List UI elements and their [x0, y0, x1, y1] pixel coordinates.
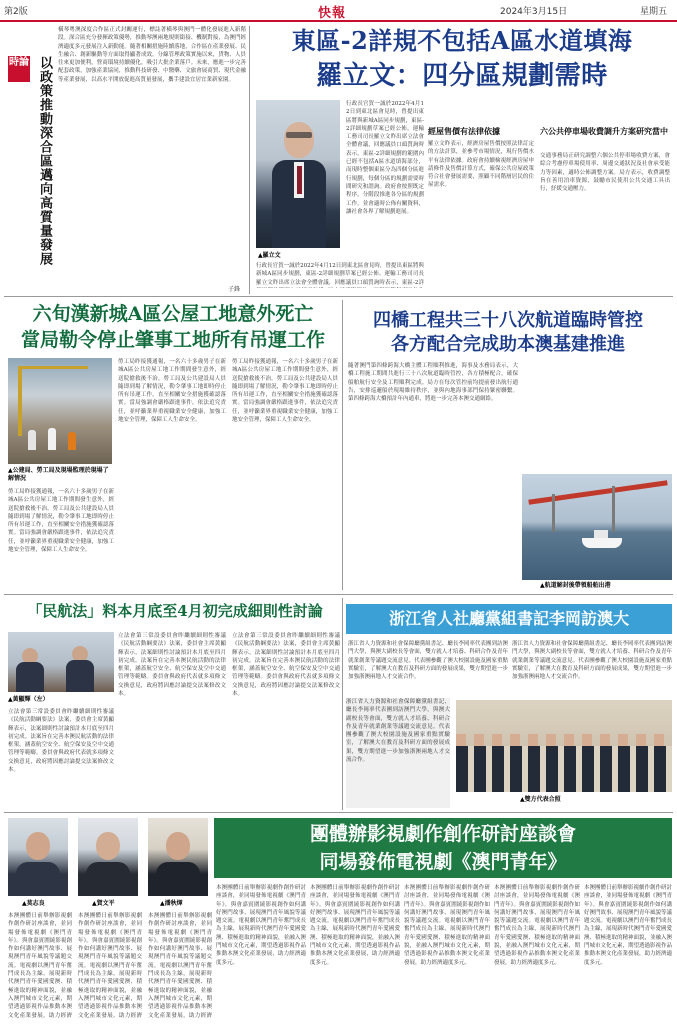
navigation-headline-1: 四橋工程共三十八次航道臨時管控: [373, 310, 643, 331]
law-body-col0: 立法會第三常設委員會昨繼續細則性審議《民航活動綱要法》法案，委員會主席黃顯輝表示，法案細則性討論預計本月底至四月初完成。法案旨在完善本澳民航活動的法律框架，涵蓋航空安全、航空保安及空中交通管理等範疇。委員會與政府代表就多項條文交換意見，政府將因應討論提交法案修改文本。: [8, 709, 114, 774]
portrait-suit: [86, 862, 130, 896]
law-photo: [8, 632, 114, 692]
portrait-face: [166, 832, 190, 860]
navigation-headline-2: 各方配合完成助本澳基建推進: [391, 334, 625, 355]
bridge-span: [528, 480, 667, 504]
zhejiang-body-top: 浙江省人力資源和社會保障廳黨組書記、廳長李岡率代表團到訪澳門大學，與澳大副校長等會面，雙方就人才培養、科研合作及青年就業創業等議題交流意見。代表團參觀了澳大校園設施及國家重點實驗室，了解澳大在教育及科研方面的發展成果，雙方期望進一步加強浙澳兩地人才交流合作。: [348, 641, 508, 681]
film-caption-1: ▲莫志良: [22, 900, 45, 907]
issue-date: 2024年3月15日: [500, 7, 568, 17]
lead-headline-1: 東區-2詳規不包括A區水道填海: [291, 26, 633, 55]
weekday: 星期五: [640, 7, 668, 17]
law-body-col1: 立法會第三常設委員會昨繼續細則性審議《民航活動綱要法》法案，委員會主席黃顯輝表示，法案細則性討論預計本月底至四月初完成。法案旨在完善本澳民航活動的法律框架，涵蓋航空安全、航空保安及空中交通管理等範疇。委員會與政府代表就多項條文交換意見，政府將因應討論提交法案修改文本。: [118, 633, 226, 698]
navigation-photo-caption: ▲航道解封後帶領船舶出港: [540, 582, 611, 589]
film-headline-1: 團體辦影視劇作創作研討座談會: [309, 823, 576, 845]
section-divider: [4, 812, 673, 813]
film-photo-1: [8, 818, 68, 896]
accident-photo: [8, 358, 112, 464]
film-photo-2: [78, 818, 138, 896]
portrait-tie: [297, 166, 302, 194]
portrait-suit: [156, 862, 200, 896]
film-body-col5: 本澳團體日前舉辦影視劇作創作研討座談會，並同場發佈電視劇《澳門青年》。與會嘉賓圍繞影視創作如何講好澳門故事、展現澳門青年風貌等議題交流。電視劇以澳門青年奮鬥成長為主線，展現新時代澳門青年愛國愛澳、積極進取的精神面貌，並融入澳門城市文化元素，期望透過影視作品推動本澳文化產業發展，助力經濟適度多元。: [310, 885, 400, 966]
navigation-body: 隨著澳門第四條跨海大橋主體工程順利推進，海事及水務局表示，大橋工程施工期間共進行三十八次航道臨時管控，各方積極配合，確保船舶航行安全及工程順利完成。局方在每次管控前均提前發出航行通告，安排巡邏船於現場維持秩序，並與內地海事部門保持緊密聯繫。第四條跨海大橋預計年內通車，將進一步完善本澳交通網絡。: [348, 363, 518, 403]
masthead: 快報: [318, 6, 347, 21]
zhejiang-photo-caption: ▲雙方代表合照: [520, 796, 561, 803]
commentary-tag: 時論: [8, 56, 30, 82]
ship-hull: [582, 538, 622, 548]
bridge-pier: [612, 486, 615, 532]
lead-body-top: 行政長官賀一誠於2022年4月12日到東北區會見時，曾提出東區將與新城A區同步規劃，東區-2詳細規劃草案已經公佈。運輸工務司司長羅立文昨出席立法會全體會議，回應議員口頭質詢時表示，東區-2詳細規劃的範圍內已經不包括A區水道填海部分，而現時整個東區分為四個分區進行規劃，每個分區的規劃需要時間研究和諮詢。政府會按照既定程序，分階段推進各分區的規劃工作，並會適時公佈有關資料，讓社會各界了解規劃進展。: [346, 101, 424, 215]
column-divider: [342, 598, 343, 810]
column-divider: [249, 26, 250, 294]
page-number: 第2版: [4, 7, 28, 17]
column-divider: [342, 300, 343, 590]
zhejiang-headline-band: [346, 604, 672, 634]
zhejiang-photo: [456, 700, 672, 792]
group-figures: [456, 746, 672, 792]
law-photo-caption: ▲黃顯輝（左）: [8, 696, 49, 703]
accident-body-col0: 勞工局昨接獲通報，一名六十多歲男子在新城A區公共房屋工地工作期間發生意外，經送院搶救後不治。勞工局及公共建設局人員隨即到場了解情況，勒令肇事工地即時停止所有吊運工作，直至相關安全措施獲確認落實。當局強調會嚴格跟進事件，依法追究責任，並呼籲業界重視職業安全健康，加強工地安全管理，保障工人生命安全。: [8, 489, 114, 554]
section-divider: [4, 594, 673, 595]
law-body-col2: 立法會第三常設委員會昨繼續細則性審議《民航活動綱要法》法案，委員會主席黃顯輝表示，法案細則性討論預計本月底至四月初完成。法案旨在完善本澳民航活動的法律框架，涵蓋航空安全、航空保安及空中交通管理等範疇。委員會與政府代表就多項條文交換意見，政府將因應討論提交法案修改文本。: [232, 633, 340, 698]
portrait-face: [26, 832, 50, 860]
lead-col2-body: 羅立文昨表示，經濟房屋售價按照法律訂定的方法計算，並參考市場情況，現行售價水平有法律依據。政府會持續檢視經濟房屋申請條件及售價計算方式，確保公共房屋政策符合社會發展需要，照顧不同階層居民的住屋需求。: [428, 141, 534, 189]
film-body-col7: 本澳團體日前舉辦影視劇作創作研討座談會，並同場發佈電視劇《澳門青年》。與會嘉賓圍繞影視創作如何講好澳門故事、展現澳門青年風貌等議題交流。電視劇以澳門青年奮鬥成長為主線，展現新時代澳門青年愛國愛澳、積極進取的精神面貌，並融入澳門城市文化元素，期望透過影視作品推動本澳文化產業發展，助力經濟適度多元。: [494, 885, 580, 966]
portrait-face: [284, 122, 314, 158]
accident-headline-2: 當局勒令停止肇事工地所有吊運工作: [20, 329, 325, 351]
group-faces: [456, 734, 672, 746]
crane-mast: [18, 366, 22, 436]
person-body: [66, 660, 94, 692]
portrait-glasses: [286, 132, 312, 138]
section-divider: [4, 296, 673, 297]
film-caption-3: ▲潘秋煇: [160, 900, 183, 907]
portrait-suit: [16, 862, 60, 896]
accident-body-col2: 勞工局昨接獲通報，一名六十多歲男子在新城A區公共房屋工地工作期間發生意外，經送院搶救後不治。勞工局及公共建設局人員隨即到場了解情況，勒令肇事工地即時停止所有吊運工作，直至相關安全措施獲確認落實。當局強調會嚴格跟進事件，依法追究責任，並呼籲業界重視職業安全健康，加強工地安全管理，保障工人生命安全。: [232, 359, 338, 424]
commentary-author: 子鋒: [228, 286, 241, 293]
page-header: [0, 0, 677, 22]
lead-photo: [256, 100, 340, 248]
worker-figure: [68, 432, 76, 450]
accident-photo-caption: ▲公建局、勞工局及現場監理於現場了解情況: [8, 467, 109, 482]
accident-body-col1: 勞工局昨接獲通報，一名六十多歲男子在新城A區公共房屋工地工作期間發生意外，經送院搶救後不治。勞工局及公共建設局人員隨即到場了解情況，勒令肇事工地即時停止所有吊運工作，直至相關安全措施獲確認落實。當局強調會嚴格跟進事件，依法追究責任，並呼籲業界重視職業安全健康，加強工地安全管理，保障工人生命安全。: [118, 359, 226, 424]
zhejiang-body-bottom: 浙江省人力資源和社會保障廳黨組書記、廳長李岡率代表團到訪澳門大學，與澳大副校長等會面，雙方就人才培養、科研合作及青年就業創業等議題交流意見。代表團參觀了澳大校園設施及國家重點實驗室，了解澳大在教育及科研方面的發展成果，雙方期望進一步加強浙澳兩地人才交流合作。: [346, 699, 450, 764]
portrait-face: [96, 832, 120, 860]
accident-headline-1: 六旬漢新城A區公屋工地意外死亡: [32, 303, 314, 325]
film-body-col4: 本澳團體日前舉辦影視劇作創作研討座談會，並同場發佈電視劇《澳門青年》。與會嘉賓圍繞影視創作如何講好澳門故事、展現澳門青年風貌等議題交流。電視劇以澳門青年奮鬥成長為主線，展現新時代澳門青年愛國愛澳、積極進取的精神面貌，並融入澳門城市文化元素，期望透過影視作品推動本澳文化產業發展，助力經濟適度多元。: [216, 885, 306, 966]
navigation-photo: [522, 474, 672, 580]
film-body-col2: 本澳團體日前舉辦影視劇作創作研討座談會，並同場發佈電視劇《澳門青年》。與會嘉賓圍繞影視創作如何講好澳門故事、展現澳門青年風貌等議題交流。電視劇以澳門青年奮鬥成長為主線，展現新時代澳門青年愛國愛澳、積極進取的精神面貌，並融入澳門城市文化元素，期望透過影視作品推動本澳文化產業發展，助力經濟: [78, 913, 142, 1018]
zhejiang-body-top2: 浙江省人力資源和社會保障廳黨組書記、廳長李岡率代表團到訪澳門大學，與澳大副校長等會面，雙方就人才培養、科研合作及青年就業創業等議題交流意見。代表團參觀了澳大校園設施及國家重點實驗室，了解澳大在教育及科研方面的發展成果，雙方期望進一步加強浙澳兩地人才交流合作。: [512, 641, 672, 681]
lead-photo-caption: ▲羅立文: [258, 252, 281, 259]
zhejiang-text-block: [346, 698, 450, 808]
worker-figure: [28, 430, 36, 450]
bridge-pier: [552, 494, 555, 532]
person-body: [16, 662, 44, 692]
worker-figure: [48, 428, 56, 450]
crane-jib: [18, 366, 88, 369]
zhejiang-headline: 浙江省人社廳黨組書記李岡訪澳大: [388, 609, 629, 628]
lead-body-bottom: 行政長官賀一誠於2022年4月12日到東北區會見時，曾提出東區將與新城A區同步規劃，東區-2詳細規劃草案已經公佈。運輸工務司司長羅立文昨出席立法會全體會議，回應議員口頭質詢時表示，東區-2詳: [256, 263, 424, 286]
film-headline-2: 同場發佈電視劇《澳門青年》: [319, 851, 567, 873]
lead-col2-title: 經屋售價有法律依據: [428, 127, 500, 136]
film-headline-band: [214, 818, 672, 878]
film-body-col6: 本澳團體日前舉辦影視劇作創作研討座談會，並同場發佈電視劇《澳門青年》。與會嘉賓圍繞影視創作如何講好澳門故事、展現澳門青年風貌等議題交流。電視劇以澳門青年奮鬥成長為主線，展現新時代澳門青年愛國愛澳、積極進取的精神面貌，並融入澳門城市文化元素，期望透過影視作品推動本澳文化產業發展，助力經濟適度多元。: [404, 885, 490, 966]
film-photo-3: [148, 818, 208, 896]
film-caption-2: ▲賀文平: [92, 900, 115, 907]
lead-col3-body: 交通事務局正研究調整六個公共停車場收費方案，會綜合考慮停車場使用率、周邊交通狀況及社會承受能力等因素，適時公佈調整方案。局方表示，收費調整旨在善用泊車資源，鼓勵市民使用公共交通工具出行，紓緩交通壓力。: [540, 153, 670, 193]
film-body-col3: 本澳團體日前舉辦影視劇作創作研討座談會，並同場發佈電視劇《澳門青年》。與會嘉賓圍繞影視創作如何講好澳門故事、展現澳門青年風貌等議題交流。電視劇以澳門青年奮鬥成長為主線，展現新時代澳門青年愛國愛澳、積極進取的精神面貌，並融入澳門城市文化元素，期望透過影視作品推動本澳文化產業發展，助力經濟: [148, 913, 212, 1018]
ship-cabin: [594, 530, 608, 538]
commentary-body: 橫琴粵澳深度合作區正式封關運行，標誌著橫琴與澳門一體化發展進入新階段。深合區充分發揮政策優勢，推動琴澳兩地規則銜接、機制對接，為澳門經濟適度多元發展注入新動能。隨著相關措施陸續落地，合作區在產業發展、民生融合、創新驅動等方面取得顯著成效。分線管理政策實施以來，貨物、人員往來更加便利，營商環境持續優化，吸引大批企業落戶。未來，應進一步完善配套政策，加強產業協同，推動科技研發、中醫藥、文旅會展商貿、現代金融等產業發展，以高水平開放促進高質量發展，攜手建設宜居宜業新家園。: [58, 27, 246, 83]
film-body-col8: 本澳團體日前舉辦影視劇作創作研討座談會，並同場發佈電視劇《澳門青年》。與會嘉賓圍繞影視創作如何講好澳門故事、展現澳門青年風貌等議題交流。電視劇以澳門青年奮鬥成長為主線，展現新時代澳門青年愛國愛澳、積極進取的精神面貌，並融入澳門城市文化元素，期望透過影視作品推動本澳文化產業發展，助力經濟適度多元。: [584, 885, 672, 966]
film-body-col1: 本澳團體日前舉辦影視劇作創作研討座談會，並同場發佈電視劇《澳門青年》。與會嘉賓圍繞影視創作如何講好澳門故事、展現澳門青年風貌等議題交流。電視劇以澳門青年奮鬥成長為主線，展現新時代澳門青年愛國愛澳、積極進取的精神面貌，並融入澳門城市文化元素，期望透過影視作品推動本澳文化產業發展，助力經濟: [8, 913, 72, 1018]
lead-headline-2: 羅立文：四分區規劃需時: [316, 61, 608, 91]
law-headline: 「民航法」料本月底至4月初完成細則性討論: [27, 602, 323, 620]
commentary-title: 以政策推動深合區邁向高質量發展: [37, 56, 52, 266]
lead-col3-title: 六公共停車場收費調升方案研究當中: [540, 127, 668, 136]
